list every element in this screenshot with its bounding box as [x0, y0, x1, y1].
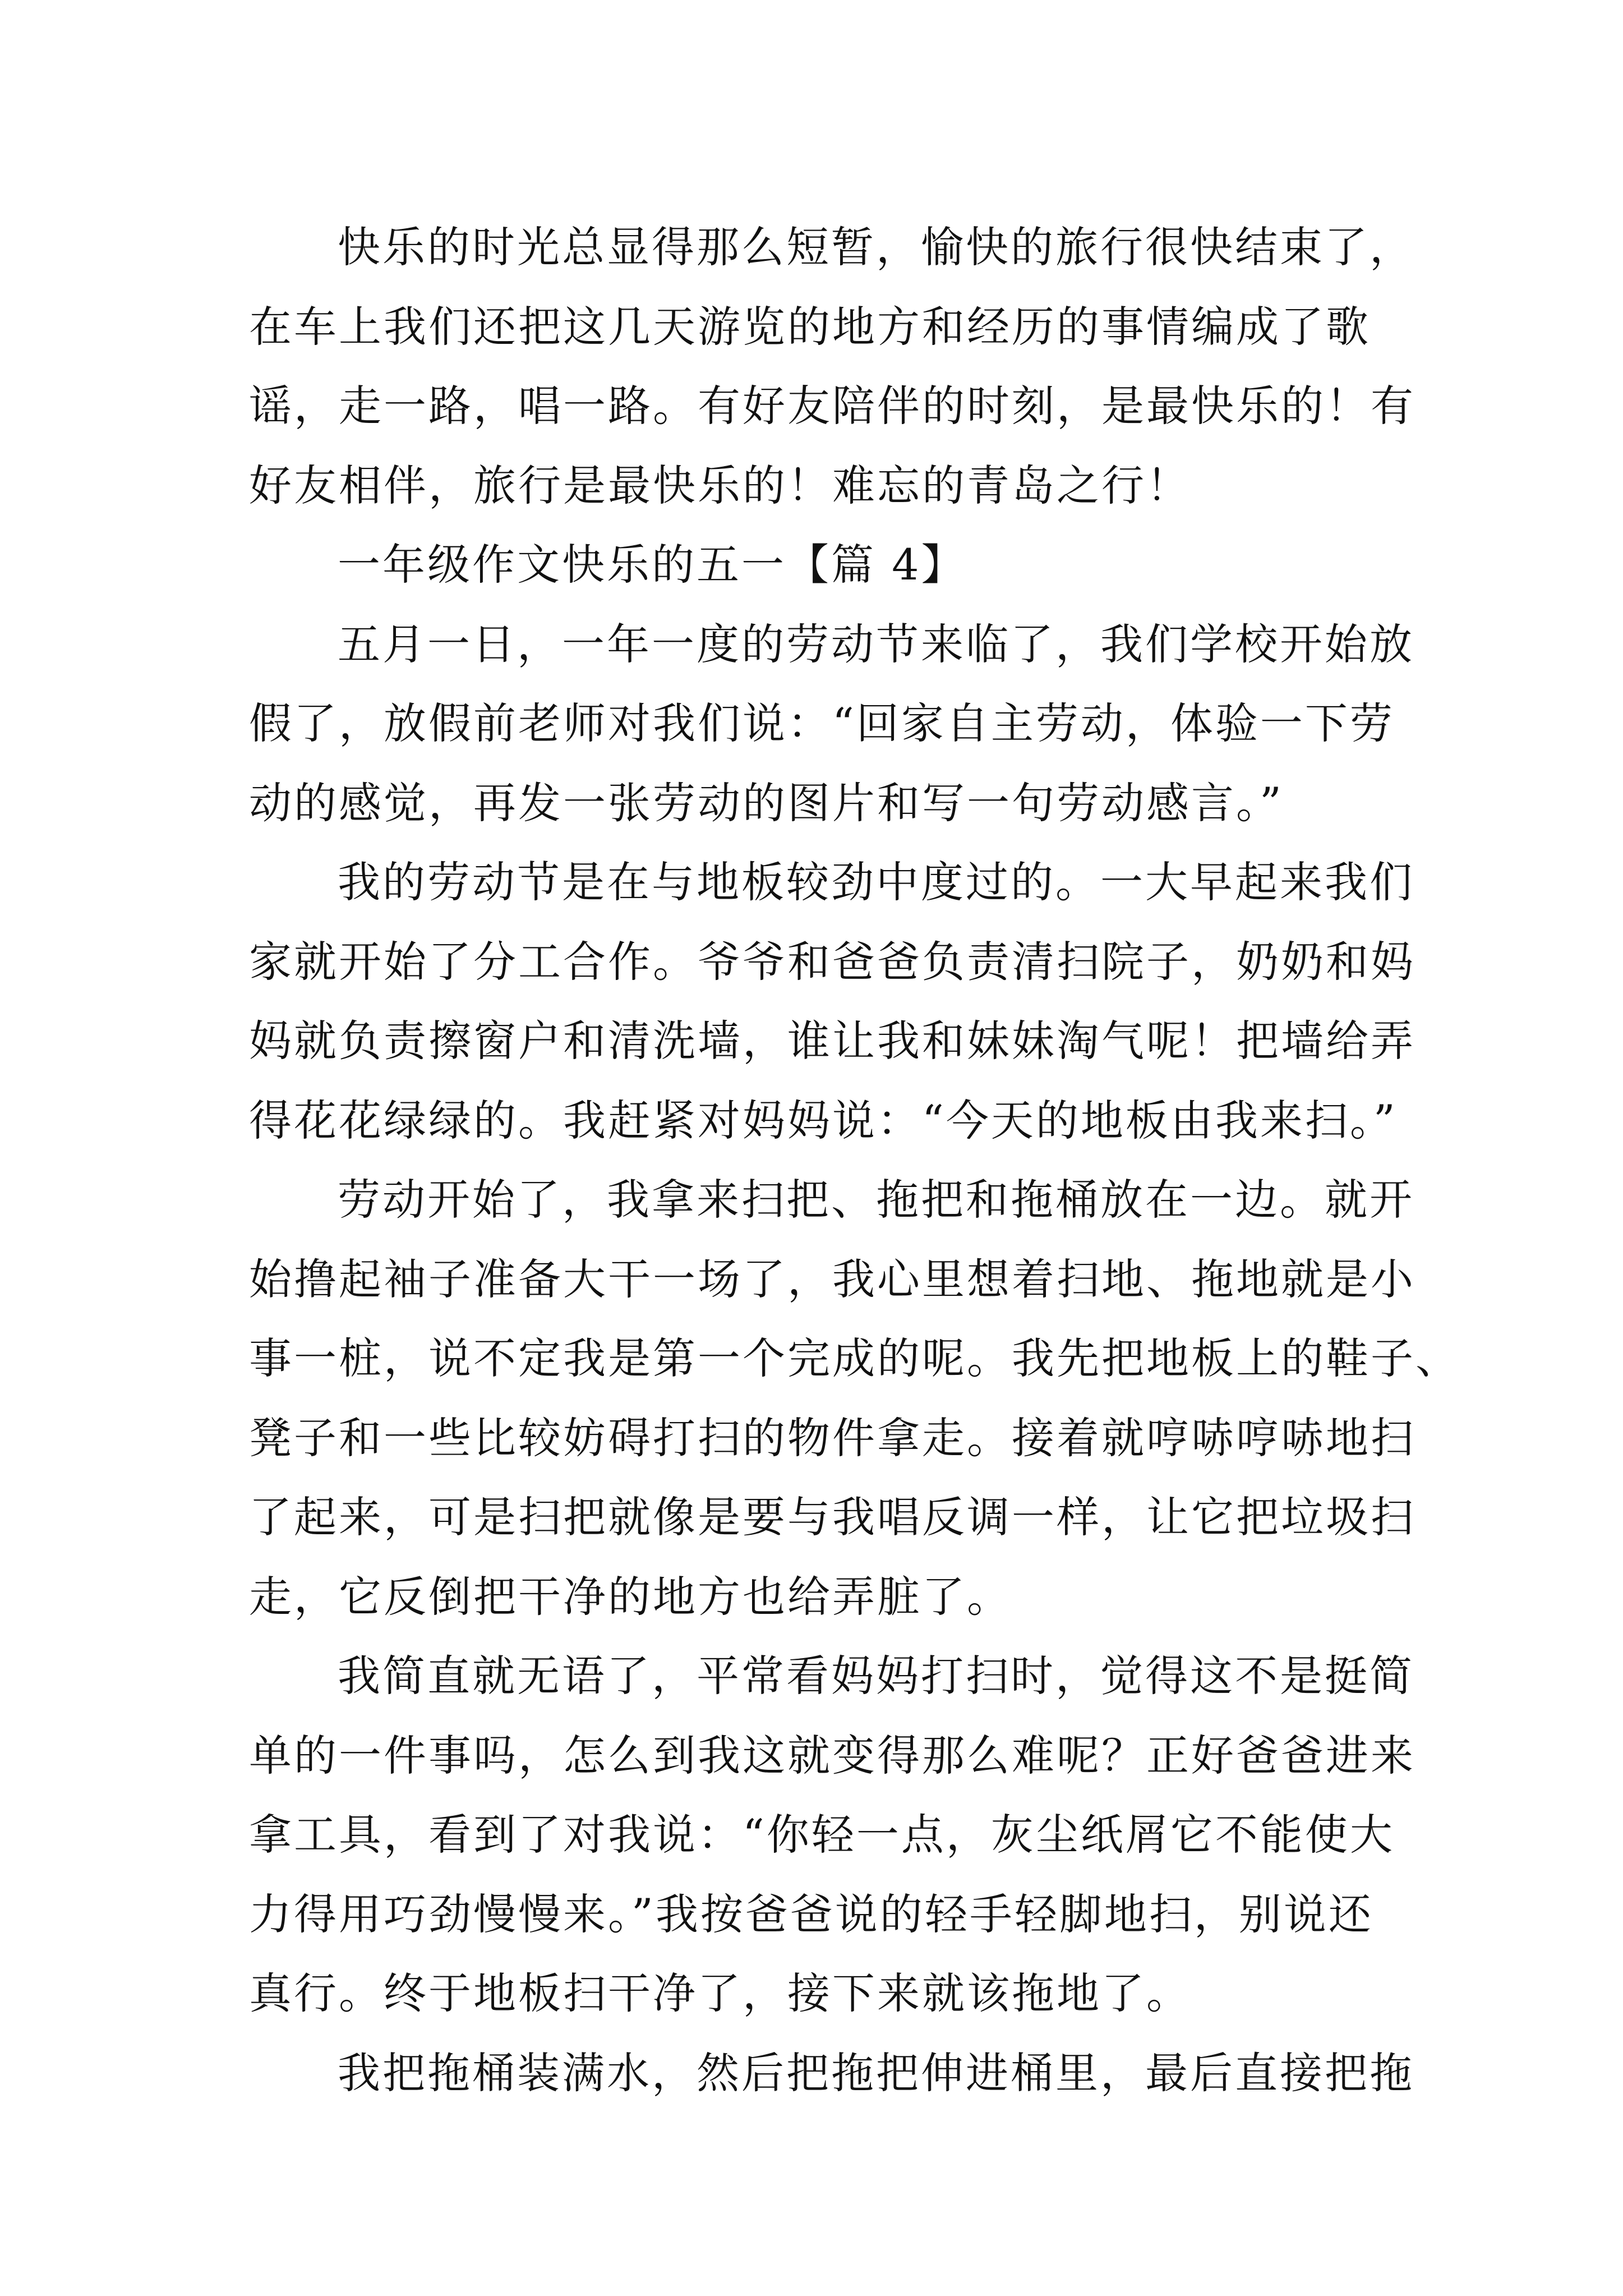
text-line: 妈就负责擦窗户和清洗墙，谁让我和妹妹淘气呢！把墙给弄	[249, 1016, 1415, 1066]
text-line: 好友相伴，旅行是最快乐的！难忘的青岛之行！	[249, 460, 1191, 510]
text-line: 始撸起袖子准备大干一场了，我心里想着扫地、拖地就是小	[249, 1254, 1415, 1304]
text-line: 劳动开始了，我拿来扫把、拖把和拖桶放在一边。就开	[338, 1175, 1414, 1225]
text-line: 得花花绿绿的。我赶紧对妈妈说：“今天的地板由我来扫。”	[249, 1095, 1398, 1145]
text-line: 力得用巧劲慢慢来。”我按爸爸说的轻手轻脚地扫，别说还	[249, 1889, 1373, 1939]
text-line: 单的一件事吗，怎么到我这就变得那么难呢？正好爸爸进来	[249, 1730, 1415, 1780]
text-line: 了起来，可是扫把就像是要与我唱反调一样，让它把垃圾扫	[249, 1492, 1415, 1542]
text-line: 我把拖桶装满水，然后把拖把伸进桶里，最后直接把拖	[338, 2047, 1414, 2098]
text-line: 在车上我们还把这几天游览的地方和经历的事情编成了歌	[249, 301, 1371, 352]
text-line: 凳子和一些比较妨碍打扫的物件拿走。接着就哼哧哼哧地扫	[249, 1412, 1415, 1463]
text-line: 走，它反倒把干净的地方也给弄脏了。	[249, 1571, 1012, 1622]
text-line: 拿工具，看到了对我说：“你轻一点，灰尘纸屑它不能使大	[249, 1810, 1395, 1860]
text-line: 一年级作文快乐的五一【篇 4】	[338, 540, 966, 590]
text-line: 谣，走一路，唱一路。有好友陪伴的时刻，是最快乐的！有	[249, 381, 1415, 431]
document-body	[249, 208, 1460, 2113]
text-line: 五月一日，一年一度的劳动节来临了，我们学校开始放	[338, 619, 1414, 669]
text-line: 我的劳动节是在与地板较劲中度过的。一大早起来我们	[338, 857, 1414, 907]
text-line: 快乐的时光总显得那么短暂，愉快的旅行很快结束了，	[338, 222, 1414, 272]
text-line: 真行。终于地板扫干净了，接下来就该拖地了。	[249, 1968, 1191, 2018]
text-line: 假了，放假前老师对我们说：“回家自主劳动，体验一下劳	[249, 698, 1395, 748]
text-line: 我简直就无语了，平常看妈妈打扫时，觉得这不是挺简	[338, 1651, 1414, 1701]
text-line: 家就开始了分工合作。爷爷和爸爸负责清扫院子，奶奶和妈	[249, 936, 1415, 987]
text-line: 动的感觉，再发一张劳动的图片和写一句劳动感言。”	[249, 777, 1284, 828]
text-line: 事一桩，说不定我是第一个完成的呢。我先把地板上的鞋子、	[249, 1333, 1460, 1383]
